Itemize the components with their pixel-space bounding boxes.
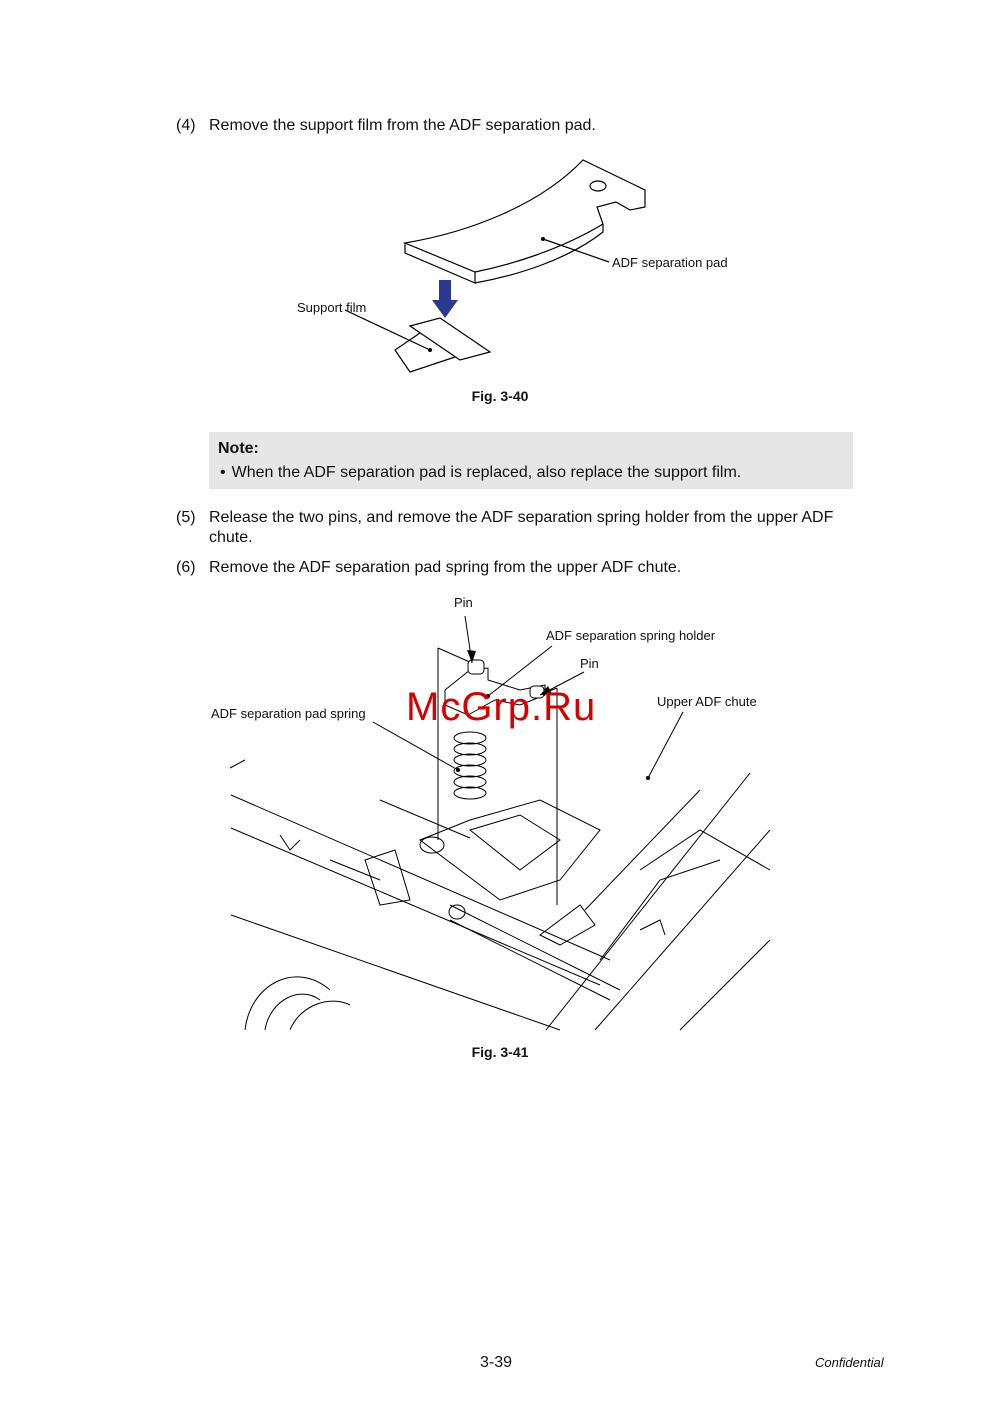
confidential-label: Confidential [815,1355,884,1370]
label-pad-spring: ADF separation pad spring [211,706,366,721]
bullet-icon: • [220,464,226,481]
page-number: 3-39 [480,1354,513,1371]
step-text: Release the two pins, and remove the ADF separation spring holder from the upper ADF chute. [209,509,834,546]
label-adf-separation-pad: ADF separation pad [612,255,728,270]
label-spring-holder: ADF separation spring holder [546,628,716,643]
figure-caption-3-41: Fig. 3-41 [471,1044,529,1060]
label-pin-right: Pin [580,656,599,671]
step-number: (4) [176,117,196,134]
label-upper-adf-chute: Upper ADF chute [657,694,757,709]
step-number: (6) [176,559,196,576]
step-text: Remove the ADF separation pad spring from the upper ADF chute. [209,559,682,576]
step-text: Remove the support film from the ADF separation pad. [209,117,596,134]
note-title: Note: [218,440,259,457]
figure-caption-3-40: Fig. 3-40 [471,388,529,404]
label-pin-top: Pin [454,595,473,610]
watermark-logo: McGrp.Ru [406,685,597,729]
label-support-film: Support film [297,300,367,315]
step-number: (5) [176,509,196,526]
note-text: When the ADF separation pad is replaced, also replace the support film. [231,464,742,481]
